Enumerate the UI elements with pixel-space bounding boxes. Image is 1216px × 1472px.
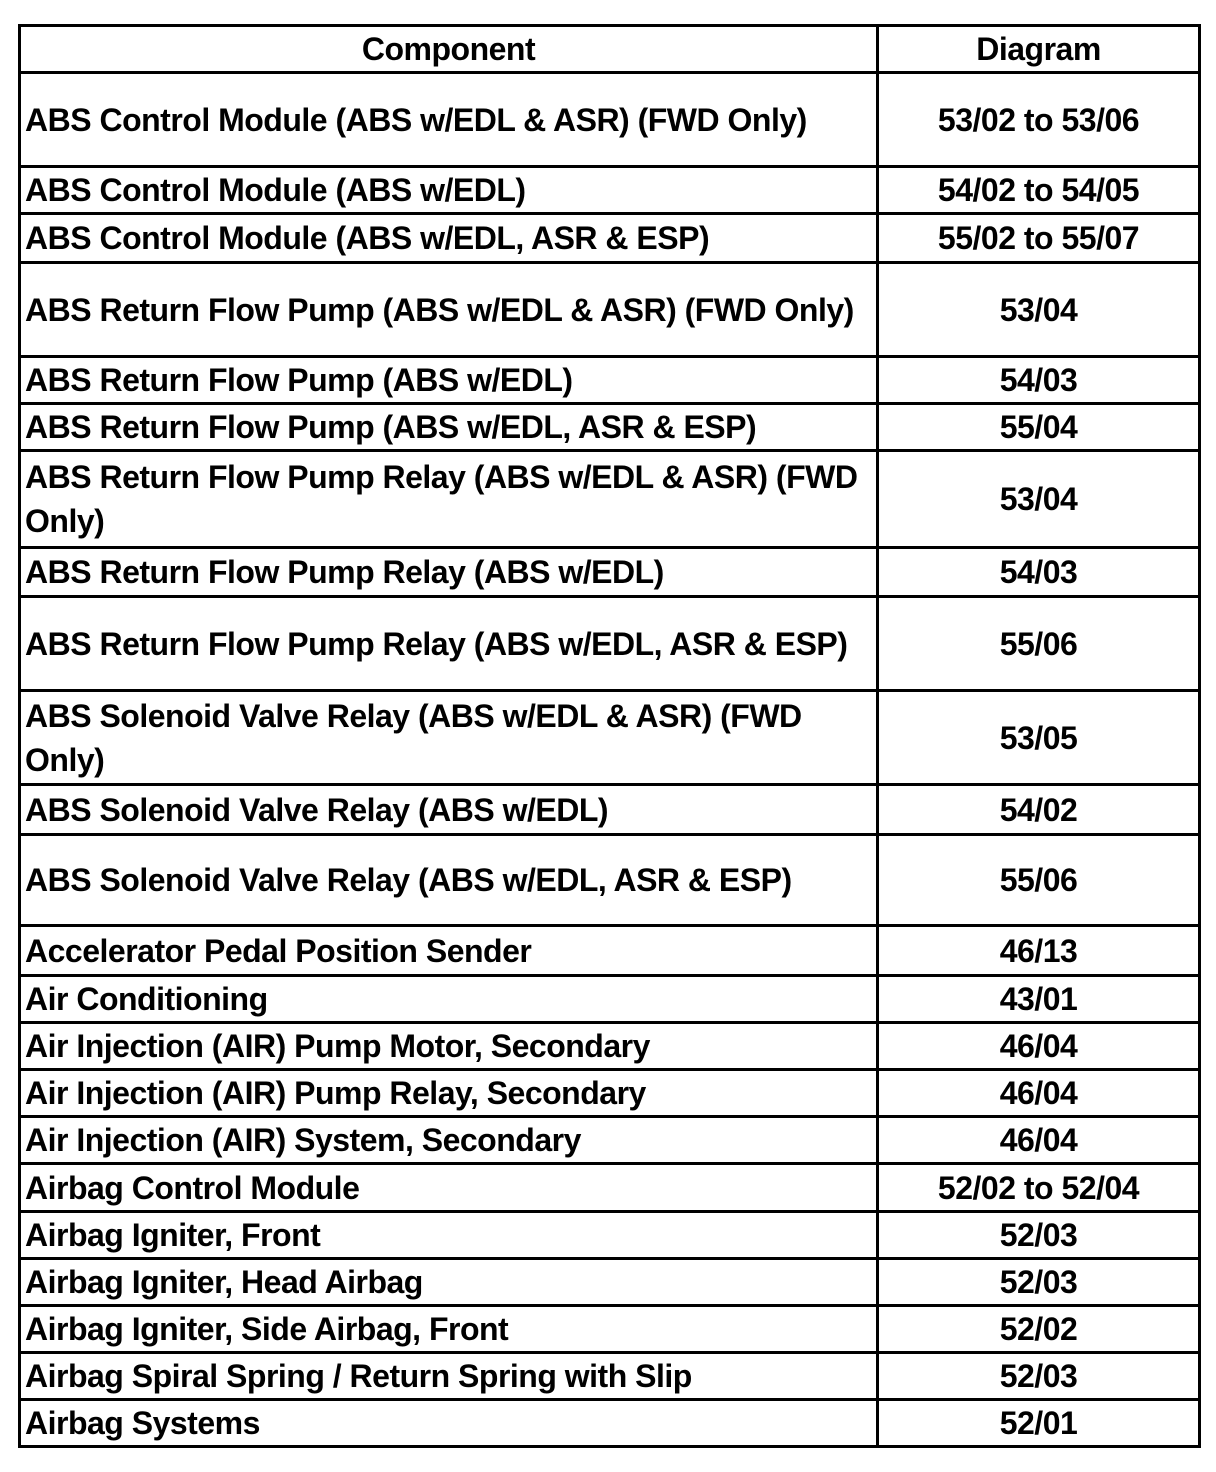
component-cell: Air Injection (AIR) Pump Relay, Secondary [20,1070,878,1117]
component-cell: ABS Return Flow Pump (ABS w/EDL, ASR & ESP) [20,404,878,451]
diagram-cell: 52/02 to 52/04 [878,1164,1200,1212]
component-cell: Airbag Igniter, Head Airbag [20,1259,878,1306]
table-row [20,597,1200,691]
diagram-cell: 55/04 [878,404,1200,451]
table-row [20,835,1200,926]
component-cell: Airbag Spiral Spring / Return Spring with Slip [20,1353,878,1400]
diagram-cell: 52/02 [878,1306,1200,1353]
diagram-cell: 46/04 [878,1070,1200,1117]
component-cell: Airbag Systems [20,1400,878,1447]
diagram-cell: 54/03 [878,548,1200,597]
component-cell: ABS Solenoid Valve Relay (ABS w/EDL) [20,785,878,835]
component-cell: ABS Return Flow Pump Relay (ABS w/EDL & ASR) (FWD Only) [20,451,878,548]
diagram-cell: 46/13 [878,926,1200,976]
table-row [20,1212,1200,1259]
component-cell: ABS Return Flow Pump Relay (ABS w/EDL) [20,548,878,597]
table-row [20,1164,1200,1212]
component-cell: Air Injection (AIR) Pump Motor, Secondary [20,1023,878,1070]
component-cell: ABS Solenoid Valve Relay (ABS w/EDL & ASR) (FWD Only) [20,691,878,785]
component-column-header: Component [20,26,878,73]
diagram-cell: 53/05 [878,691,1200,785]
component-cell: ABS Return Flow Pump (ABS w/EDL) [20,357,878,404]
diagram-column-header: Diagram [878,26,1200,73]
component-cell: ABS Solenoid Valve Relay (ABS w/EDL, ASR & ESP) [20,835,878,926]
table-row [20,926,1200,976]
component-index-table [18,24,1201,1448]
table-row [20,263,1200,357]
diagram-cell: 52/03 [878,1353,1200,1400]
component-cell: ABS Return Flow Pump (ABS w/EDL & ASR) (FWD Only) [20,263,878,357]
component-cell: Airbag Control Module [20,1164,878,1212]
table-row [20,167,1200,214]
table-row [20,404,1200,451]
table-row [20,451,1200,548]
table-row [20,1070,1200,1117]
table-row [20,1400,1200,1447]
diagram-cell: 54/03 [878,357,1200,404]
diagram-cell: 54/02 to 54/05 [878,167,1200,214]
diagram-cell: 53/04 [878,451,1200,548]
table-row [20,548,1200,597]
table-row [20,1306,1200,1353]
table-row [20,73,1200,167]
diagram-cell: 55/02 to 55/07 [878,214,1200,263]
diagram-cell: 52/03 [878,1212,1200,1259]
diagram-cell: 55/06 [878,835,1200,926]
diagram-cell: 46/04 [878,1117,1200,1164]
table-row [20,1117,1200,1164]
table-row [20,976,1200,1023]
diagram-cell: 52/01 [878,1400,1200,1447]
table-row [20,1353,1200,1400]
component-cell: Air Conditioning [20,976,878,1023]
diagram-cell: 46/04 [878,1023,1200,1070]
component-cell: ABS Control Module (ABS w/EDL) [20,167,878,214]
table-row [20,691,1200,785]
diagram-cell: 43/01 [878,976,1200,1023]
diagram-cell: 53/04 [878,263,1200,357]
component-cell: Air Injection (AIR) System, Secondary [20,1117,878,1164]
diagram-cell: 53/02 to 53/06 [878,73,1200,167]
table-row [20,1023,1200,1070]
component-cell: ABS Control Module (ABS w/EDL & ASR) (FWD Only) [20,73,878,167]
component-cell: ABS Control Module (ABS w/EDL, ASR & ESP) [20,214,878,263]
component-cell: Airbag Igniter, Side Airbag, Front [20,1306,878,1353]
table-row [20,1259,1200,1306]
table-row [20,357,1200,404]
component-cell: Airbag Igniter, Front [20,1212,878,1259]
diagram-cell: 52/03 [878,1259,1200,1306]
component-cell: ABS Return Flow Pump Relay (ABS w/EDL, ASR & ESP) [20,597,878,691]
diagram-cell: 54/02 [878,785,1200,835]
table-row [20,214,1200,263]
diagram-cell: 55/06 [878,597,1200,691]
table-row [20,785,1200,835]
header-row [20,26,1200,73]
component-cell: Accelerator Pedal Position Sender [20,926,878,976]
